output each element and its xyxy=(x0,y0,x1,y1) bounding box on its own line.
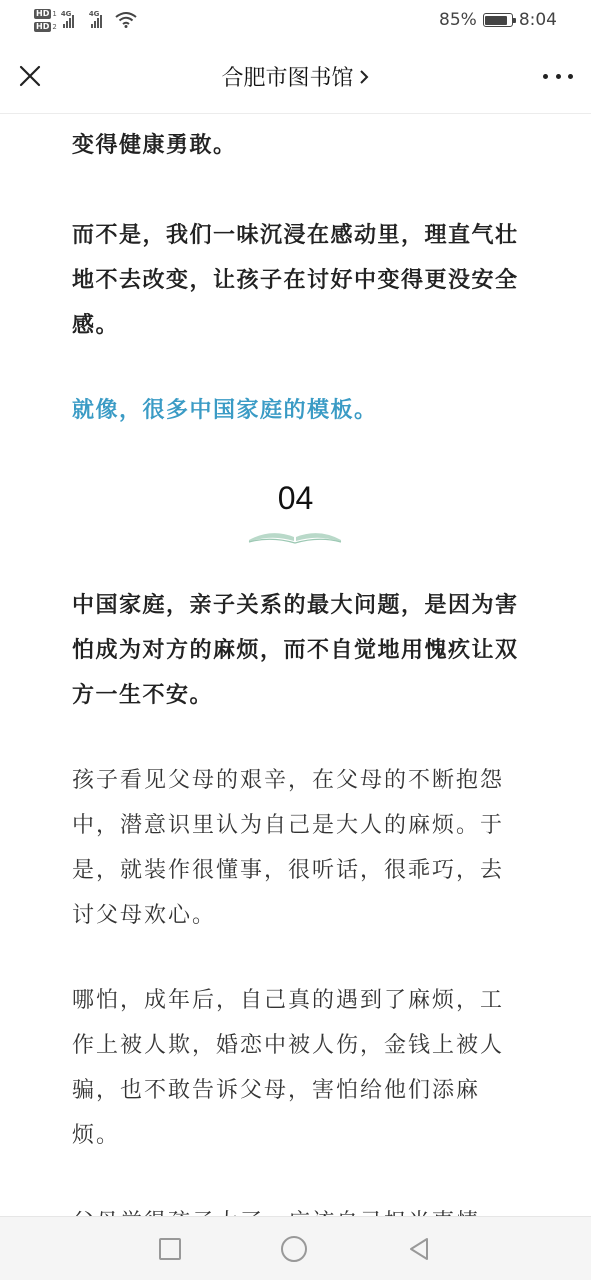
battery-icon xyxy=(483,13,513,27)
signal-icon xyxy=(88,10,109,28)
status-right xyxy=(439,10,557,30)
hd-icon: HD xyxy=(36,21,50,31)
hd-slot-number: 1 xyxy=(52,9,57,18)
paragraph-2: 而不是，我们一味沉浸在感动里，理直气壮地不去改变，让孩子在讨好中变得更没安全感。 xyxy=(72,223,519,338)
close-icon[interactable] xyxy=(16,62,44,90)
status-left xyxy=(34,9,137,32)
battery-level xyxy=(485,16,506,25)
paragraph-5: 孩子看见父母的艰辛，在父母的不断抱怨中，潜意识里认为自己是大人的麻烦。于是，就装作很懂事，很听话，很乖巧，去讨父母欢心。 xyxy=(72,768,505,928)
square-icon[interactable] xyxy=(159,1238,181,1260)
more-icon[interactable] xyxy=(543,62,573,90)
network-type: 4G xyxy=(88,10,100,18)
paragraph-1: 变得健康勇敢。 xyxy=(72,133,237,158)
open-book-icon xyxy=(247,520,343,544)
section-number: 04 xyxy=(277,480,314,516)
status-bar xyxy=(0,0,591,40)
hd-indicator-2 xyxy=(34,22,57,32)
paragraph-6: 哪怕，成年后，自己真的遇到了麻烦，工作上被人欺，婚恋中被人伤，金钱上被人骗，也不敢告诉父母，害怕给他们添麻烦。 xyxy=(72,988,505,1148)
hd-slot-number: 2 xyxy=(52,22,57,31)
battery-percent: 85% xyxy=(439,10,477,30)
signal-icon xyxy=(60,10,81,28)
account-title-link[interactable] xyxy=(221,61,369,92)
network-type: 4G xyxy=(60,10,72,18)
article-content xyxy=(0,114,591,1216)
chevron-right-icon xyxy=(358,68,370,86)
nav-bar xyxy=(0,40,591,114)
paragraph-4: 中国家庭，亲子关系的最大问题，是因为害怕成为对方的麻烦，而不自觉地用愧疚让双方一生不安。 xyxy=(72,593,519,708)
hd-indicators xyxy=(34,9,57,32)
hd-icon: HD xyxy=(36,8,50,18)
clock: 8:04 xyxy=(518,10,557,30)
circle-icon[interactable] xyxy=(281,1236,307,1262)
wifi-icon xyxy=(115,12,137,28)
hd-indicator-1 xyxy=(34,9,57,19)
system-nav-bar xyxy=(0,1216,591,1280)
triangle-back-icon[interactable] xyxy=(407,1236,433,1262)
page-title: 合肥市图书馆 xyxy=(221,66,354,91)
paragraph-3-highlight: 就像，很多中国家庭的模板。 xyxy=(72,398,378,423)
